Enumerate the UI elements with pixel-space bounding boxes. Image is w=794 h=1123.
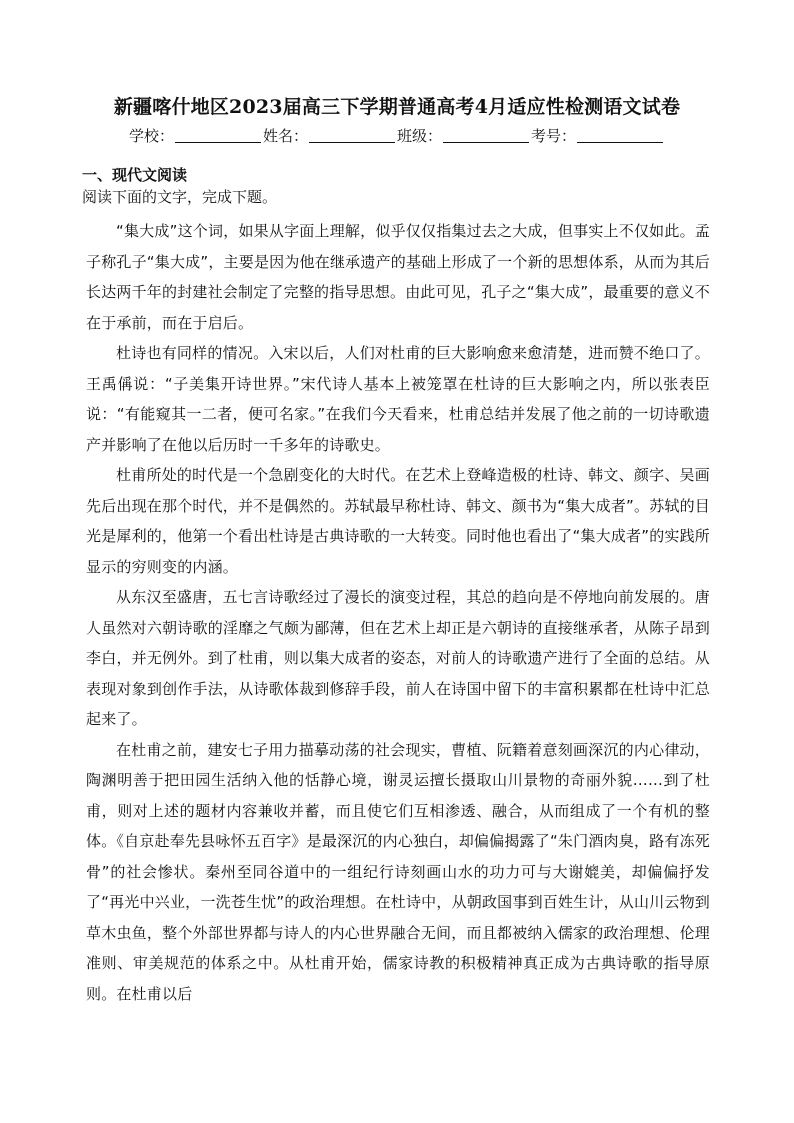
section-heading: 一、现代文阅读 <box>82 166 188 184</box>
passage-paragraph: 杜诗也有同样的情况。入宋以后，人们对杜甫的巨大影响愈来愈清楚，进而赞不绝口了。王禹偁说：“子美集开诗世界。”宋代诗人基本上被笼罩在杜诗的巨大影响之内，所以张表臣说：“有能窥其一二者，便可名家。”在我们今天看来，杜甫总结并发展了他之前的一切诗歌遗产并影响了在他以后历时一千多年的诗歌史。 <box>86 344 710 454</box>
class-label: 班级： <box>397 127 443 145</box>
exam-number-label: 考号： <box>531 127 577 145</box>
school-label: 学校： <box>128 127 174 145</box>
name-blank <box>309 127 395 143</box>
reading-passage <box>86 216 710 1009</box>
class-blank <box>443 127 529 143</box>
passage-paragraph: 杜甫所处的时代是一个急剧变化的大时代。在艺术上登峰造极的杜诗、韩文、颜字、吴画先后出现在那个时代，并不是偶然的。苏轼最早称杜诗、韩文、颜书为“集大成者”。苏轼的目光是犀利的，他第一个看出杜诗是古典诗歌的一大转变。同时他也看出了“集大成者”的实践所显示的穷则变的内涵。 <box>86 466 710 576</box>
student-info-line <box>0 124 794 148</box>
exam-title: 新疆喀什地区2023届高三下学期普通高考4月适应性检测语文试卷 <box>113 96 681 118</box>
school-blank <box>175 127 261 143</box>
passage-paragraph: 在杜甫之前，建安七子用力描摹动荡的社会现实，曹植、阮籍着意刻画深沉的内心律动，陶渊明善于把田园生活纳入他的恬静心境，谢灵运擅长摄取山川景物的奇丽外貌……到了杜甫，则对上述的题材内容兼收并蓄，而且使它们互相渗透、融合，从而组成了一个有机的整体。《自京赴奉先县咏怀五百字》是最深沉的内心独白，却偏偏揭露了“朱门酒肉臭，路有冻死骨”的社会惨状。秦州至同谷道中的一组纪行诗刻画山水的功力可与大谢媲美，却偏偏抒发了“再光中兴业，一洗苍生忧”的政治理想。在杜诗中，从朝政国事到百姓生计，从山川云物到草木虫鱼，整个外部世界都与诗人的内心世界融合无间，而且都被纳入儒家的政治理想、伦理准则、审美规范的体系之中。从杜甫开始，儒家诗教的积极精神真正成为古典诗歌的指导原则。在杜甫以后 <box>86 740 710 1003</box>
name-label: 姓名： <box>262 127 308 145</box>
passage-paragraph: “集大成”这个词，如果从字面上理解，似乎仅仅指集过去之大成，但事实上不仅如此。孟子称孔子“集大成”，主要是因为他在继承遗产的基础上形成了一个新的思想体系，从而为其后长达两千年的封建社会制定了完整的指导思想。由此可见，孔子之“集大成”，最重要的意义不在于承前，而在于启后。 <box>86 222 710 332</box>
passage-paragraph: 从东汉至盛唐，五七言诗歌经过了漫长的演变过程，其总的趋向是不停地向前发展的。唐人虽然对六朝诗歌的淫靡之气颇为鄙薄，但在艺术上却正是六朝诗的直接继承者，从陈子昂到李白，并无例外。到了杜甫，则以集大成者的姿态，对前人的诗歌遗产进行了全面的总结。从表现对象到创作手法，从诗歌体裁到修辞手段，前人在诗国中留下的丰富积累都在杜诗中汇总起来了。 <box>86 588 710 728</box>
reading-instruction: 阅读下面的文字，完成下题。 <box>82 188 278 206</box>
exam-number-blank <box>577 127 663 143</box>
